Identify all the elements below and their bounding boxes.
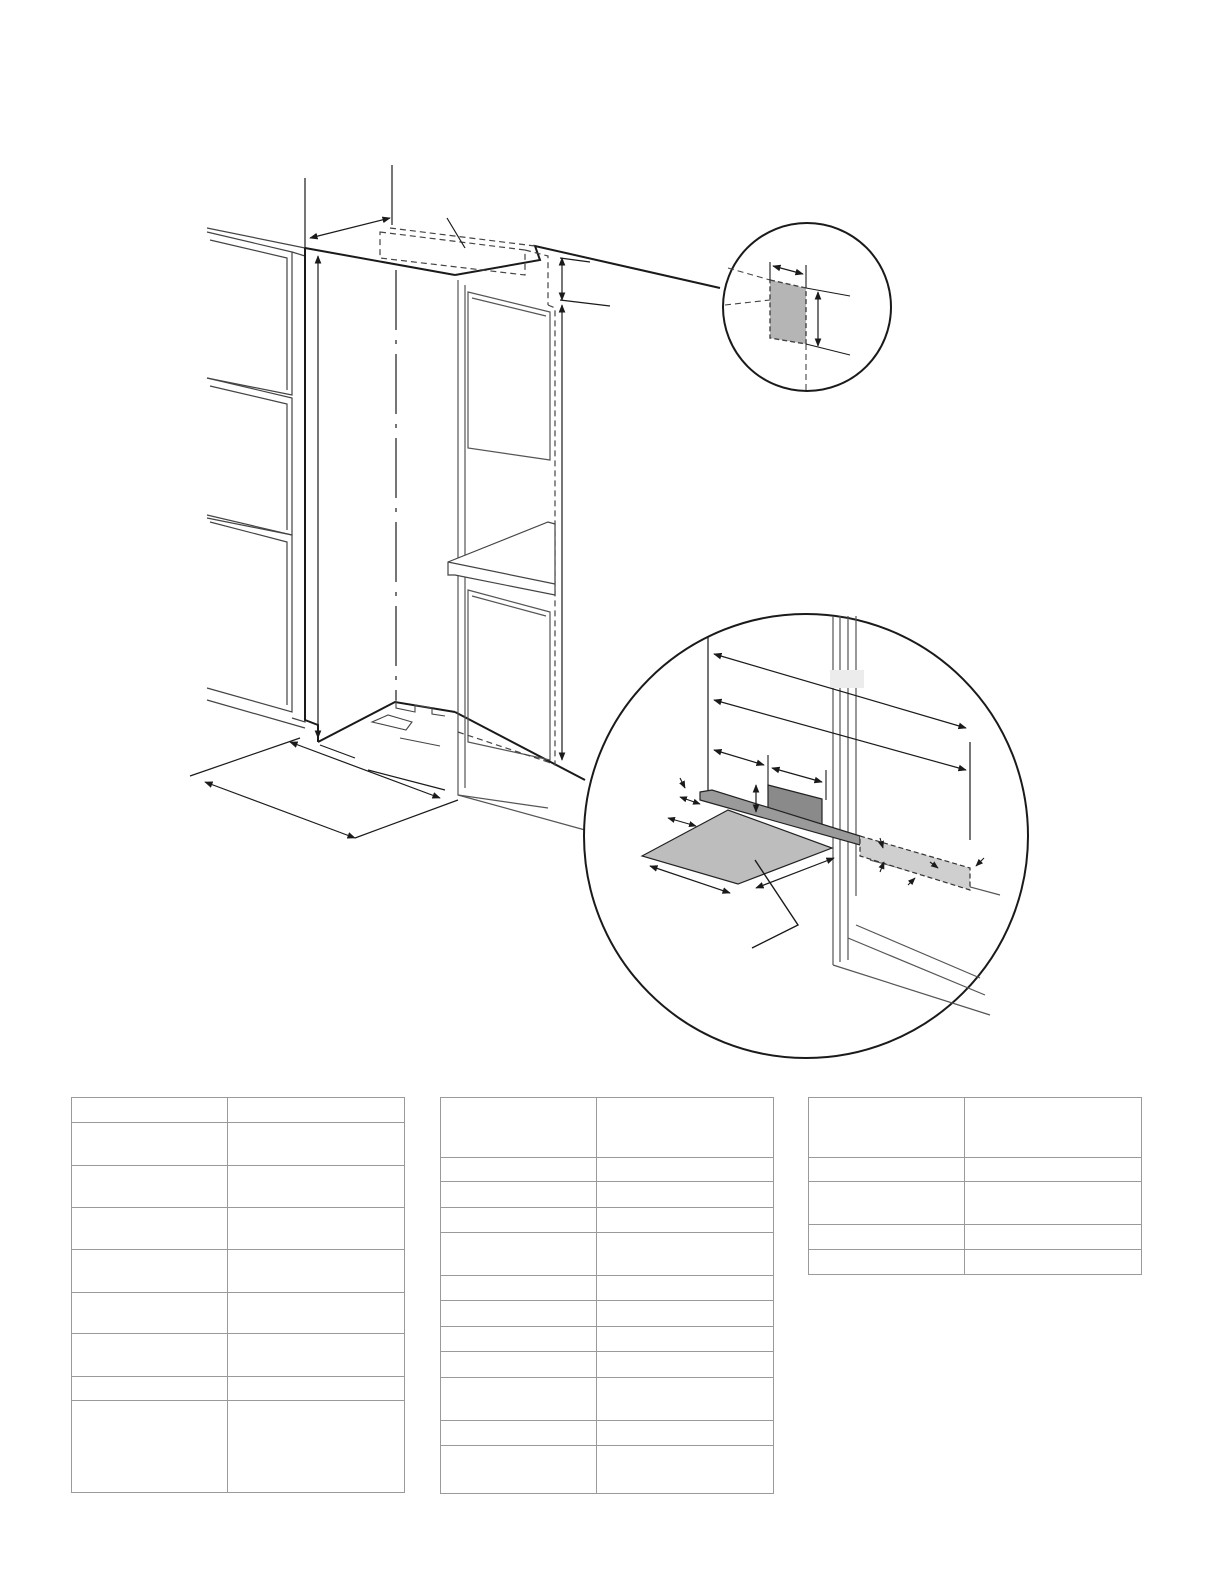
table-cell-label (72, 1166, 228, 1208)
table-cell-value (965, 1182, 1142, 1225)
table-cell-value (228, 1377, 405, 1401)
countertop (448, 522, 555, 595)
table-row (441, 1182, 774, 1208)
table-row (441, 1158, 774, 1182)
table-cell-label (441, 1098, 597, 1158)
table-row (441, 1208, 774, 1233)
table-cell-label (72, 1377, 228, 1401)
table-cell-value (597, 1182, 774, 1208)
table-cell-label (72, 1334, 228, 1377)
table-cell-value (597, 1158, 774, 1182)
table-cell-label (441, 1378, 597, 1421)
table-row (809, 1250, 1142, 1275)
spec-table-right (808, 1097, 1142, 1275)
table-cell-value (965, 1250, 1142, 1275)
table-cell-label (441, 1301, 597, 1327)
table-cell-value (597, 1098, 774, 1158)
table-row (441, 1421, 774, 1446)
table-row (72, 1250, 405, 1293)
table-cell-value (228, 1293, 405, 1334)
table-cell-label (809, 1250, 965, 1275)
table-cell-value (597, 1421, 774, 1446)
table-cell-value (597, 1352, 774, 1378)
table-row (72, 1166, 405, 1208)
table-cell-label (441, 1158, 597, 1182)
table-cell-label (441, 1446, 597, 1494)
table-row (441, 1446, 774, 1494)
table-row (72, 1208, 405, 1250)
table-cell-label (441, 1233, 597, 1276)
table-cell-value (228, 1166, 405, 1208)
table-cell-label (441, 1327, 597, 1352)
table-row (441, 1301, 774, 1327)
table-row (72, 1098, 405, 1123)
table-cell-label (809, 1158, 965, 1182)
table-cell-value (228, 1334, 405, 1377)
table-cell-value (597, 1208, 774, 1233)
table-cell-label (72, 1208, 228, 1250)
table-cell-value (597, 1233, 774, 1276)
table-row (72, 1377, 405, 1401)
table-cell-value (597, 1276, 774, 1301)
table-cell-label (441, 1182, 597, 1208)
table-row (72, 1401, 405, 1493)
table-cell-value (965, 1225, 1142, 1250)
floor-bracket (372, 700, 445, 746)
table-cell-label (809, 1098, 965, 1158)
table-cell-label (441, 1352, 597, 1378)
table-cell-value (228, 1250, 405, 1293)
table-row (809, 1158, 1142, 1182)
table-cell-value (228, 1098, 405, 1123)
table-cell-value (228, 1123, 405, 1166)
table-cell-value (965, 1158, 1142, 1182)
table-row (441, 1327, 774, 1352)
table-row (809, 1098, 1142, 1158)
table-cell-label (72, 1250, 228, 1293)
table-cell-label (72, 1098, 228, 1123)
table-row (72, 1123, 405, 1166)
table-cell-label (441, 1421, 597, 1446)
table-cell-value (597, 1327, 774, 1352)
table-cell-label (72, 1123, 228, 1166)
table-cell-value (228, 1401, 405, 1493)
table-row (441, 1098, 774, 1158)
table-cell-label (72, 1293, 228, 1334)
table-cell-label (441, 1208, 597, 1233)
table-row (809, 1182, 1142, 1225)
table-row (72, 1293, 405, 1334)
table-cell-label (809, 1225, 965, 1250)
floor-mounting-detail (584, 614, 1028, 1058)
table-cell-value (597, 1378, 774, 1421)
table-row (441, 1378, 774, 1421)
spec-table-left (71, 1097, 405, 1493)
table-cell-value (228, 1208, 405, 1250)
table-row (441, 1276, 774, 1301)
table-cell-value (597, 1301, 774, 1327)
table-cell-label (809, 1182, 965, 1225)
table-row (809, 1225, 1142, 1250)
table-row (441, 1352, 774, 1378)
table-cell-label (441, 1276, 597, 1301)
table-row (72, 1334, 405, 1377)
table-cell-value (597, 1446, 774, 1494)
top-notch-detail (723, 223, 891, 391)
spec-table-middle (440, 1097, 774, 1494)
table-cell-value (965, 1098, 1142, 1158)
table-row (441, 1233, 774, 1276)
table-cell-label (72, 1401, 228, 1493)
adjacent-cabinet-fronts (207, 228, 305, 728)
